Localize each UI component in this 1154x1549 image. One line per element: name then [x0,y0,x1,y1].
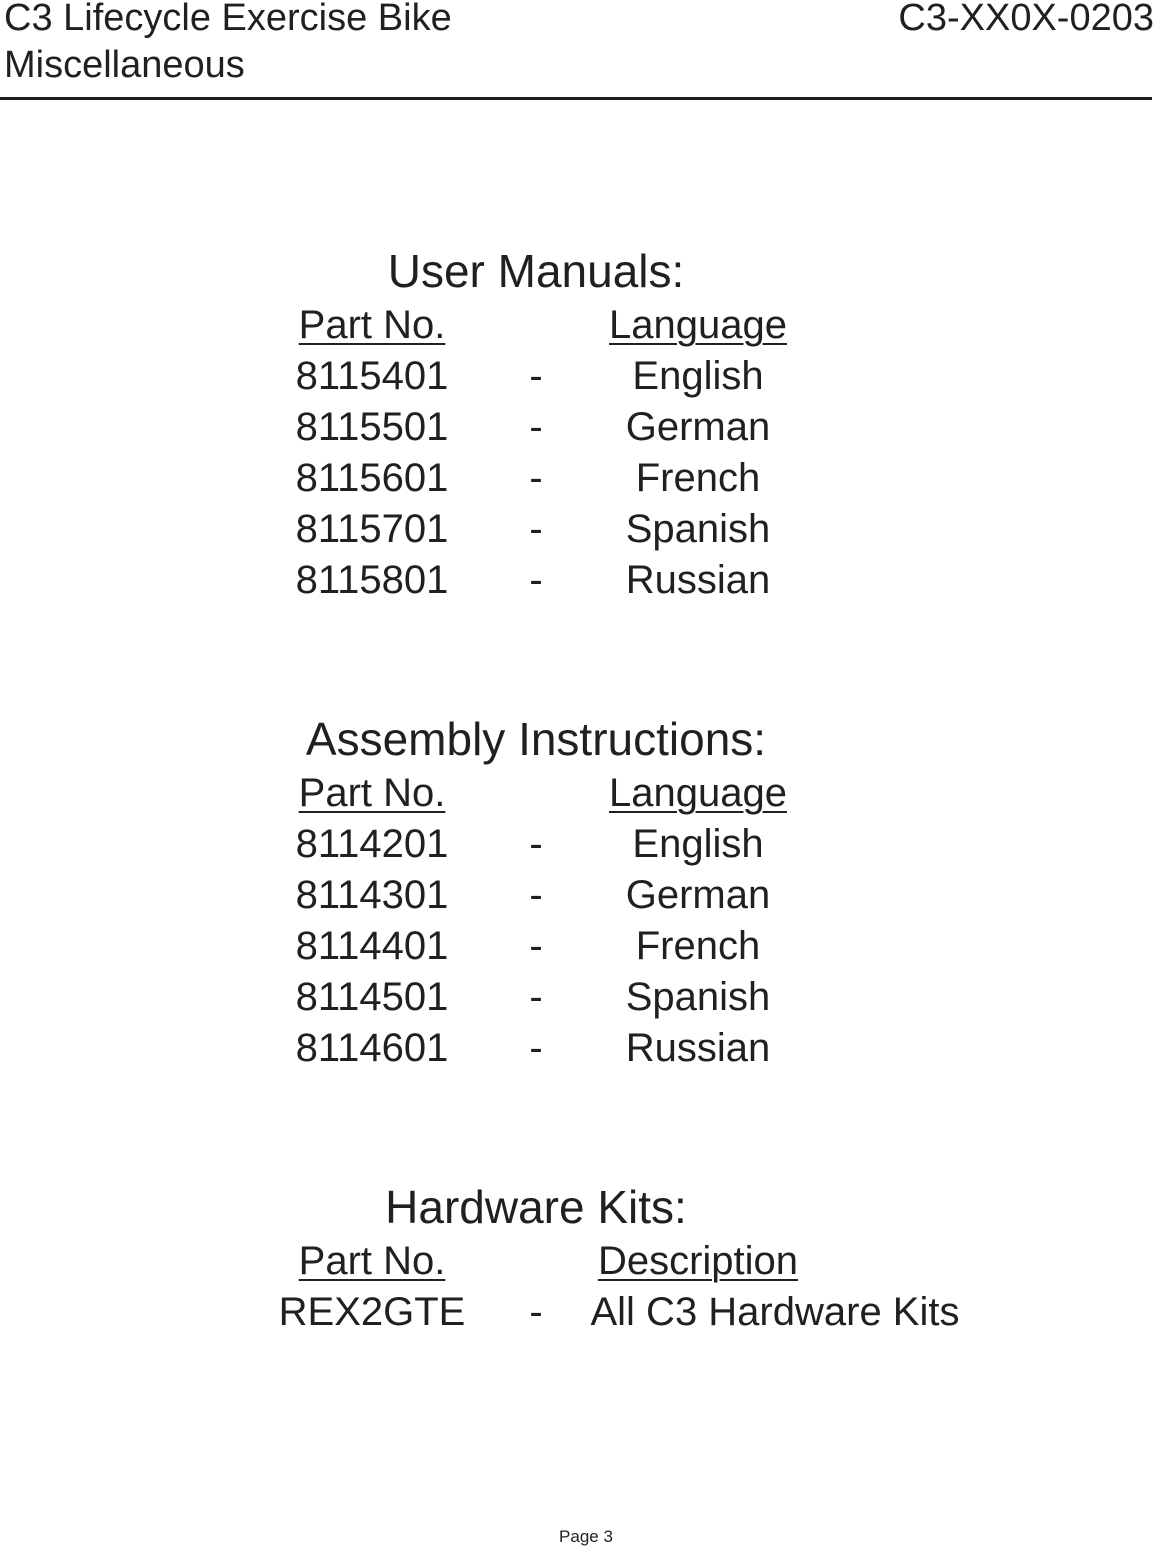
table-row [0,554,1154,606]
part-number: 8115601 [295,456,449,500]
header-divider [0,97,1152,100]
document-title: C3 Lifecycle Exercise Bike [4,0,452,39]
user-manuals-header-row [0,299,1154,351]
separator-dash: - [529,405,543,449]
language-column-header: Language [609,303,787,347]
language: Spanish [625,507,771,551]
hardware-kits-header-row [0,1235,1154,1287]
separator-dash: - [529,1026,543,1070]
language: Spanish [625,975,771,1019]
part-number: 8115501 [295,405,449,449]
language: French [635,456,761,500]
document-subtitle: Miscellaneous [4,44,245,86]
separator-dash: - [529,558,543,602]
language: Russian [625,558,771,602]
separator-dash: - [529,354,543,398]
part-number: 8115401 [295,354,449,398]
assembly-instructions-title: Assembly Instructions: [305,713,767,765]
separator-dash: - [529,822,543,866]
separator-dash: - [529,924,543,968]
table-row [0,350,1154,402]
part-number: 8114501 [295,975,449,1019]
separator-dash: - [529,1290,543,1334]
language: French [635,924,761,968]
separator-dash: - [529,873,543,917]
table-row [0,452,1154,504]
part-number: 8114301 [295,873,449,917]
part-number: REX2GTE [278,1290,466,1334]
language: German [625,405,771,449]
description-column-header: Description [597,1239,799,1283]
part-number: 8114401 [295,924,449,968]
table-row [0,1022,1154,1074]
description: All C3 Hardware Kits [590,1290,960,1334]
language: German [625,873,771,917]
table-row [0,1286,1154,1338]
table-row [0,971,1154,1023]
table-row [0,503,1154,555]
language: English [632,354,764,398]
assembly-instructions-header-row [0,767,1154,819]
part-no-column-header: Part No. [298,303,446,347]
separator-dash: - [529,456,543,500]
language: English [632,822,764,866]
separator-dash: - [529,507,543,551]
part-number: 8114601 [295,1026,449,1070]
language: Russian [625,1026,771,1070]
table-row [0,818,1154,870]
part-no-column-header: Part No. [298,771,446,815]
document-code: C3-XX0X-0203 [898,0,1154,39]
hardware-kits-title: Hardware Kits: [385,1181,687,1233]
table-row [0,869,1154,921]
part-no-column-header: Part No. [298,1239,446,1283]
user-manuals-title: User Manuals: [387,245,685,297]
language-column-header: Language [609,771,787,815]
part-number: 8115701 [295,507,449,551]
part-number: 8114201 [295,822,449,866]
table-row [0,401,1154,453]
part-number: 8115801 [295,558,449,602]
page-number: Page 3 [559,1527,613,1546]
separator-dash: - [529,975,543,1019]
table-row [0,920,1154,972]
